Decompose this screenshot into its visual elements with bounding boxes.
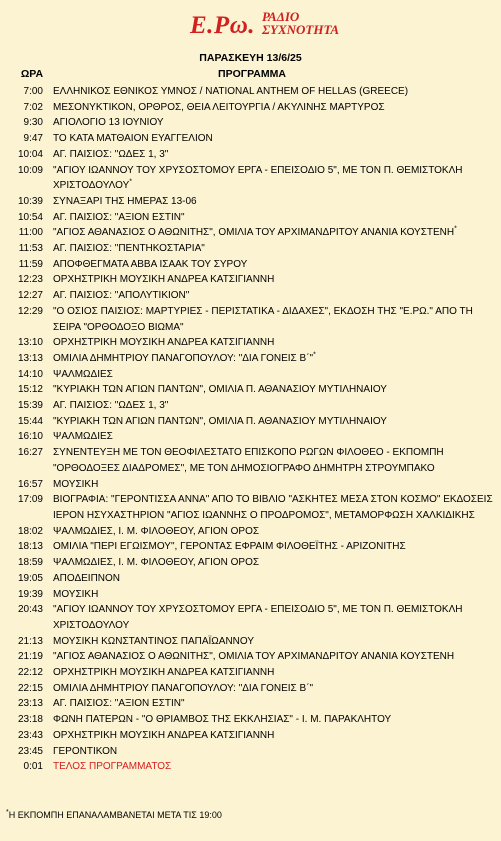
repeat-asterisk: * — [454, 226, 457, 233]
schedule-program — [43, 163, 493, 194]
schedule-program — [43, 429, 493, 445]
schedule-program-text: ΜΟΥΣΙΚΗ — [53, 478, 99, 490]
schedule-program-text: ΟΡΧΗΣΤΡΙΚΗ ΜΟΥΣΙΚΗ ΑΝΔΡΕΑ ΚΑΤΣΙΓΙΑΝΝΗ — [53, 274, 275, 286]
station-logo: Ε.Ρω. — [190, 12, 256, 39]
schedule-program-text: ΑΓ. ΠΑΙΣΙΟΣ: "ΑΠΟΛΥΤΙΚΙΟΝ" — [53, 290, 190, 302]
schedule-time: 16:27 — [17, 447, 43, 459]
schedule-program-text: ΑΓ. ΠΑΙΣΙΟΣ: "ΩΔΕΣ 1, 3" — [53, 148, 169, 160]
schedule-time: 15:44 — [17, 415, 43, 427]
schedule-program — [43, 304, 493, 335]
schedule-row — [0, 649, 501, 665]
schedule-program-text: ΜΟΥΣΙΚΗ ΚΩΝΣΤΑΝΤΙΝΟΣ ΠΑΠΑΪΩΑΝΝΟΥ — [53, 635, 255, 647]
schedule-row — [0, 744, 501, 760]
schedule-time: 18:59 — [17, 557, 43, 569]
schedule-row — [0, 115, 501, 131]
repeat-asterisk: * — [313, 351, 316, 359]
schedule-program-text: ΟΡΧΗΣΤΡΙΚΗ ΜΟΥΣΙΚΗ ΑΝΔΡΕΑ ΚΑΤΣΙΓΙΑΝΝΗ — [53, 729, 275, 741]
schedule-program — [43, 210, 493, 226]
schedule-time: 11:59 — [18, 258, 43, 270]
schedule-row — [0, 210, 501, 226]
schedule-row — [0, 477, 501, 493]
schedule-time: 23:43 — [17, 729, 43, 741]
schedule-program — [43, 744, 493, 760]
schedule-program-text: ΣΥΝΑΞΑΡΙ ΤΗΣ ΗΜΕΡΑΣ 13-06 — [53, 195, 197, 207]
schedule-program — [43, 445, 493, 476]
schedule-program — [43, 571, 493, 587]
schedule-program — [43, 288, 493, 304]
schedule-table — [0, 84, 501, 775]
schedule-row — [0, 304, 501, 335]
schedule-row — [0, 84, 501, 100]
schedule-program — [43, 634, 493, 650]
schedule-program — [43, 414, 493, 430]
schedule-row — [0, 681, 501, 697]
schedule-row — [0, 492, 501, 523]
schedule-program-text: ΓΕΡΟΝΤΙΚΟΝ — [53, 745, 118, 757]
schedule-row — [0, 382, 501, 398]
schedule-program — [43, 100, 493, 116]
schedule-row — [0, 163, 501, 194]
schedule-row — [0, 539, 501, 555]
schedule-program-text: ΑΠΟΔΕΙΠΝΟΝ — [53, 572, 121, 584]
station-name-line1: ΡΑΔΙΟ — [262, 9, 300, 24]
schedule-program-text: ΑΓ. ΠΑΙΣΙΟΣ: "ΩΔΕΣ 1, 3" — [53, 400, 169, 412]
schedule-time: 9:30 — [23, 117, 43, 129]
schedule-time: 21:13 — [17, 635, 43, 647]
schedule-row — [0, 194, 501, 210]
schedule-program-text: "ΑΓΙΟΣ ΑΘΑΝΑΣΙΟΣ Ο ΑΘΩΝΙΤΗΣ", ΟΜΙΛΙΑ ΤΟΥ ΑΡΧΙΜΑΝΔΡΙΤΟΥ ΑΝΑΝΙΑ ΚΟΥΣΤΕΝΗ — [53, 651, 455, 663]
schedule-program — [43, 696, 493, 712]
schedule-time: 11:00 — [18, 227, 43, 239]
schedule-program — [43, 382, 493, 398]
schedule-program — [43, 649, 493, 665]
schedule-time: 18:13 — [17, 541, 43, 553]
schedule-row — [0, 429, 501, 445]
schedule-program — [43, 681, 493, 697]
schedule-program-text: ΨΑΛΜΩΔΙΕΣ, Ι. Μ. ΦΙΛΟΘΕΟΥ, ΑΓΙΟΝ ΟΡΟΣ — [53, 557, 260, 569]
schedule-program — [43, 115, 493, 131]
footnote — [6, 810, 222, 820]
schedule-row — [0, 445, 501, 476]
column-header-time: ΩΡΑ — [20, 68, 44, 80]
schedule-row — [0, 728, 501, 744]
schedule-time: 23:18 — [17, 714, 43, 726]
schedule-row — [0, 241, 501, 257]
schedule-row — [0, 602, 501, 633]
schedule-row — [0, 571, 501, 587]
schedule-program-text: ΑΠΟΦΘΕΓΜΑΤΑ ΑΒΒΑ ΙΣΑΑΚ ΤΟΥ ΣΥΡΟΥ — [53, 258, 248, 270]
schedule-time: 9:47 — [23, 133, 43, 145]
schedule-row — [0, 367, 501, 383]
schedule-program — [43, 398, 493, 414]
schedule-time: 10:04 — [17, 148, 43, 160]
schedule-row — [0, 759, 501, 775]
schedule-row — [0, 225, 501, 241]
schedule-program — [43, 335, 493, 351]
schedule-time: 10:09 — [17, 164, 43, 176]
schedule-program — [43, 272, 493, 288]
schedule-program-text: "ΚΥΡΙΑΚΗ ΤΩΝ ΑΓΙΩΝ ΠΑΝΤΩΝ", ΟΜΙΛΙΑ Π. ΑΘΑΝΑΣΙΟΥ ΜΥΤΙΛΗΝΑΙΟΥ — [53, 415, 387, 427]
schedule-program-text: ΤΟ ΚΑΤΑ ΜΑΤΘΑΙΟΝ ΕΥΑΓΓΕΛΙΟΝ — [53, 133, 213, 145]
schedule-row — [0, 555, 501, 571]
schedule-program — [43, 492, 493, 523]
schedule-time: 23:45 — [17, 745, 43, 757]
schedule-time: 14:10 — [17, 368, 43, 380]
schedule-time: 17:09 — [17, 494, 43, 506]
schedule-time: 23:13 — [17, 698, 43, 710]
schedule-program-text: ΒΙΟΓΡΑΦΙΑ: "ΓΕΡΟΝΤΙΣΣΑ ΑΝΝΑ" ΑΠΟ ΤΟ ΒΙΒΛΙΟ "ΑΣΚΗΤΕΣ ΜΕΣΑ ΣΤΟΝ ΚΟΣΜΟ" ΕΚΔΟΣΕΙΣ ΙΕΡΟΝ ΗΣΥΧΑΣΤΗΡΙΟΝ "ΑΓΙΟΣ ΙΩΑΝΝΗΣ Ο ΠΡΟΔΡΟΜΟΣ", ΜΕΤΑΜΟΡΦΩΣΗ ΧΑΛΚΙΔΙΚΗΣ — [53, 494, 493, 521]
schedule-program — [43, 257, 493, 273]
schedule-date: ΠΑΡΑΣΚΕΥΗ 13/6/25 — [199, 52, 302, 64]
schedule-row — [0, 272, 501, 288]
schedule-program — [43, 728, 493, 744]
schedule-time: 10:39 — [17, 195, 43, 207]
schedule-time: 19:05 — [17, 572, 43, 584]
schedule-program-text: ΟΜΙΛΙΑ ΔΗΜΗΤΡΙΟΥ ΠΑΝΑΓΟΠΟΥΛΟΥ: "ΔΙΑ ΓΟΝΕΙΣ Β΄" — [53, 682, 314, 694]
schedule-program — [43, 225, 493, 241]
schedule-time: 13:13 — [17, 352, 43, 364]
schedule-program — [43, 367, 493, 383]
schedule-row — [0, 398, 501, 414]
schedule-row — [0, 288, 501, 304]
schedule-program — [43, 84, 493, 100]
schedule-row — [0, 335, 501, 351]
schedule-program — [43, 759, 493, 775]
schedule-time: 15:39 — [17, 400, 43, 412]
schedule-time: 22:12 — [17, 667, 43, 679]
schedule-row — [0, 414, 501, 430]
schedule-row — [0, 100, 501, 116]
schedule-program-text: ΑΓ. ΠΑΙΣΙΟΣ: "ΠΕΝΤΗΚΟΣΤΑΡΙΑ" — [53, 243, 205, 255]
schedule-time: 16:10 — [17, 431, 43, 443]
schedule-row — [0, 665, 501, 681]
schedule-program-text: ΟΡΧΗΣΤΡΙΚΗ ΜΟΥΣΙΚΗ ΑΝΔΡΕΑ ΚΑΤΣΙΓΙΑΝΝΗ — [53, 337, 275, 349]
schedule-program-text: ΕΛΛΗΝΙΚΟΣ ΕΘΝΙΚΟΣ ΥΜΝΟΣ / NATIONAL ANTHEM OF HELLAS (GREECE) — [53, 86, 409, 97]
schedule-program — [43, 524, 493, 540]
schedule-program-text: ΑΓ. ΠΑΙΣΙΟΣ: "ΑΞΙΟΝ ΕΣΤΙΝ" — [53, 698, 185, 710]
schedule-row — [0, 147, 501, 163]
schedule-program-text: ΜΟΥΣΙΚΗ — [53, 588, 99, 600]
schedule-program — [43, 147, 493, 163]
schedule-row — [0, 696, 501, 712]
station-name — [262, 10, 339, 36]
schedule-row — [0, 634, 501, 650]
schedule-program-text: "ΑΓΙΟΣ ΑΘΑΝΑΣΙΟΣ Ο ΑΘΩΝΙΤΗΣ", ΟΜΙΛΙΑ ΤΟΥ ΑΡΧΙΜΑΝΔΡΙΤΟΥ ΑΝΑΝΙΑ ΚΟΥΣΤΕΝΗ — [53, 227, 455, 239]
schedule-time: 16:57 — [17, 478, 43, 490]
schedule-program-text: ΑΓΙΟΛΟΓΙΟ 13 ΙΟΥΝΙΟΥ — [53, 117, 164, 129]
schedule-row — [0, 587, 501, 603]
schedule-program-text: ΤΕΛΟΣ ΠΡΟΓΡΑΜΜΑΤΟΣ — [53, 761, 172, 773]
repeat-asterisk: * — [129, 178, 132, 186]
schedule-program — [43, 539, 493, 555]
schedule-time: 15:12 — [17, 384, 43, 396]
schedule-program-text: ΨΑΛΜΩΔΙΕΣ — [53, 431, 113, 443]
schedule-program — [43, 241, 493, 257]
schedule-program-text: ΟΜΙΛΙΑ "ΠΕΡΙ ΕΓΩΙΣΜΟΥ", ΓΕΡΟΝΤΑΣ ΕΦΡΑΙΜ ΦΙΛΟΘΕΪΤΗΣ - ΑΡΙΖΟΝΙΤΗΣ — [53, 541, 406, 553]
schedule-time: 11:53 — [18, 243, 43, 255]
schedule-program — [43, 587, 493, 603]
footnote-text: Η ΕΚΠΟΜΠΗ ΕΠΑΝΑΛΑΜΒΑΝΕΤΑΙ ΜΕΤΑ ΤΙΣ 19:00 — [8, 810, 222, 820]
schedule-row — [0, 351, 501, 367]
schedule-program-text: "Ο ΟΣΙΟΣ ΠΑΙΣΙΟΣ: ΜΑΡΤΥΡΙΕΣ - ΠΕΡΙΣΤΑΤΙΚΑ - ΔΙΔΑΧΕΣ", ΕΚΔΟΣΗ ΤΗΣ "Ε.ΡΩ." ΑΠΟ ΤΗ ΣΕΙΡΑ "ΟΡΘΟΔΟΞΟ ΒΙΩΜΑ" — [53, 305, 473, 333]
schedule-time: 21:19 — [17, 651, 43, 663]
schedule-program-text: ΦΩΝΗ ΠΑΤΕΡΩΝ - "Ο ΘΡΙΑΜΒΟΣ ΤΗΣ ΕΚΚΛΗΣΙΑΣ" - Ι. Μ. ΠΑΡΑΚΛΗΤΟΥ — [53, 714, 392, 726]
schedule-program — [43, 712, 493, 728]
schedule-program — [43, 555, 493, 571]
schedule-program-text: "ΑΓΙΟΥ ΙΩΑΝΝΟΥ ΤΟΥ ΧΡΥΣΟΣΤΟΜΟΥ ΕΡΓΑ - ΕΠΕΙΣΟΔΙΟ 5", ΜΕ ΤΟΝ Π. ΘΕΜΙΣΤΟΚΛΗ ΧΡΙΣΤΟΔΟΥΛΟΥ — [53, 604, 463, 631]
schedule-time: 10:54 — [17, 211, 43, 223]
schedule-time: 19:39 — [17, 588, 43, 600]
schedule-row — [0, 257, 501, 273]
schedule-program — [43, 477, 493, 493]
schedule-row — [0, 131, 501, 147]
schedule-row — [0, 524, 501, 540]
schedule-program — [43, 602, 493, 633]
schedule-time: 12:29 — [17, 305, 43, 317]
schedule-time: 12:27 — [17, 290, 43, 302]
schedule-row — [0, 712, 501, 728]
schedule-time: 12:23 — [17, 274, 43, 286]
header — [0, 8, 501, 48]
schedule-program-text: ΣΥΝΕΝΤΕΥΞΗ ΜΕ ΤΟΝ ΘΕΟΦΙΛΕΣΤΑΤΟ ΕΠΙΣΚΟΠΟ ΡΩΓΩΝ ΦΙΛΟΘΕΟ - ΕΚΠΟΜΠΗ "ΟΡΘΟΔΟΞΕΣ ΔΙΑΔΡΟΜΕΣ", ΜΕ ΤΟΝ ΔΗΜΟΣΙΟΓΡΑΦΟ ΔΗΜΗΤΡΗ ΣΤΡΟΥΜΠΑΚΟ — [53, 447, 444, 474]
schedule-program-text: ΨΑΛΜΩΔΙΕΣ — [53, 368, 113, 380]
schedule-time: 13:10 — [17, 337, 43, 349]
schedule-time: 7:02 — [23, 101, 43, 113]
schedule-program-text: ΟΜΙΛΙΑ ΔΗΜΗΤΡΙΟΥ ΠΑΝΑΓΟΠΟΥΛΟΥ: "ΔΙΑ ΓΟΝΕΙΣ Β΄" — [53, 352, 314, 364]
schedule-program — [43, 131, 493, 147]
schedule-time: 18:02 — [17, 525, 43, 537]
schedule-time: 20:43 — [17, 604, 43, 616]
column-header-program: ΠΡΟΓΡΑΜΜΑ — [218, 68, 286, 80]
schedule-time: 22:15 — [17, 682, 43, 694]
station-name-line2: ΣΥΧΝΟΤΗΤΑ — [262, 22, 340, 37]
schedule-program-text: ΑΓ. ΠΑΙΣΙΟΣ: "ΑΞΙΟΝ ΕΣΤΙΝ" — [53, 211, 185, 223]
schedule-program — [43, 665, 493, 681]
schedule-program-text: "ΚΥΡΙΑΚΗ ΤΩΝ ΑΓΙΩΝ ΠΑΝΤΩΝ", ΟΜΙΛΙΑ Π. ΑΘΑΝΑΣΙΟΥ ΜΥΤΙΛΗΝΑΙΟΥ — [53, 384, 387, 396]
schedule-program-text: "ΑΓΙΟΥ ΙΩΑΝΝΟΥ ΤΟΥ ΧΡΥΣΟΣΤΟΜΟΥ ΕΡΓΑ - ΕΠΕΙΣΟΔΙΟ 5", ΜΕ ΤΟΝ Π. ΘΕΜΙΣΤΟΚΛΗ ΧΡΙΣΤΟΔΟΥΛΟΥ — [53, 164, 463, 192]
schedule-program-text: ΨΑΛΜΩΔΙΕΣ, Ι. Μ. ΦΙΛΟΘΕΟΥ, ΑΓΙΟΝ ΟΡΟΣ — [53, 525, 260, 537]
schedule-program — [43, 194, 493, 210]
footnote-asterisk: * — [6, 809, 9, 816]
schedule-program — [43, 351, 493, 367]
schedule-time: 7:00 — [23, 86, 43, 97]
schedule-time: 0:01 — [23, 761, 43, 773]
schedule-program-text: ΜΕΣΟΝΥΚΤΙΚΟΝ, ΟΡΘΡΟΣ, ΘΕΙΑ ΛΕΙΤΟΥΡΓΙΑ / ΑΚΥΛΙΝΗΣ ΜΑΡΤΥΡΟΣ — [53, 101, 385, 113]
schedule-program-text: ΟΡΧΗΣΤΡΙΚΗ ΜΟΥΣΙΚΗ ΑΝΔΡΕΑ ΚΑΤΣΙΓΙΑΝΝΗ — [53, 667, 275, 679]
